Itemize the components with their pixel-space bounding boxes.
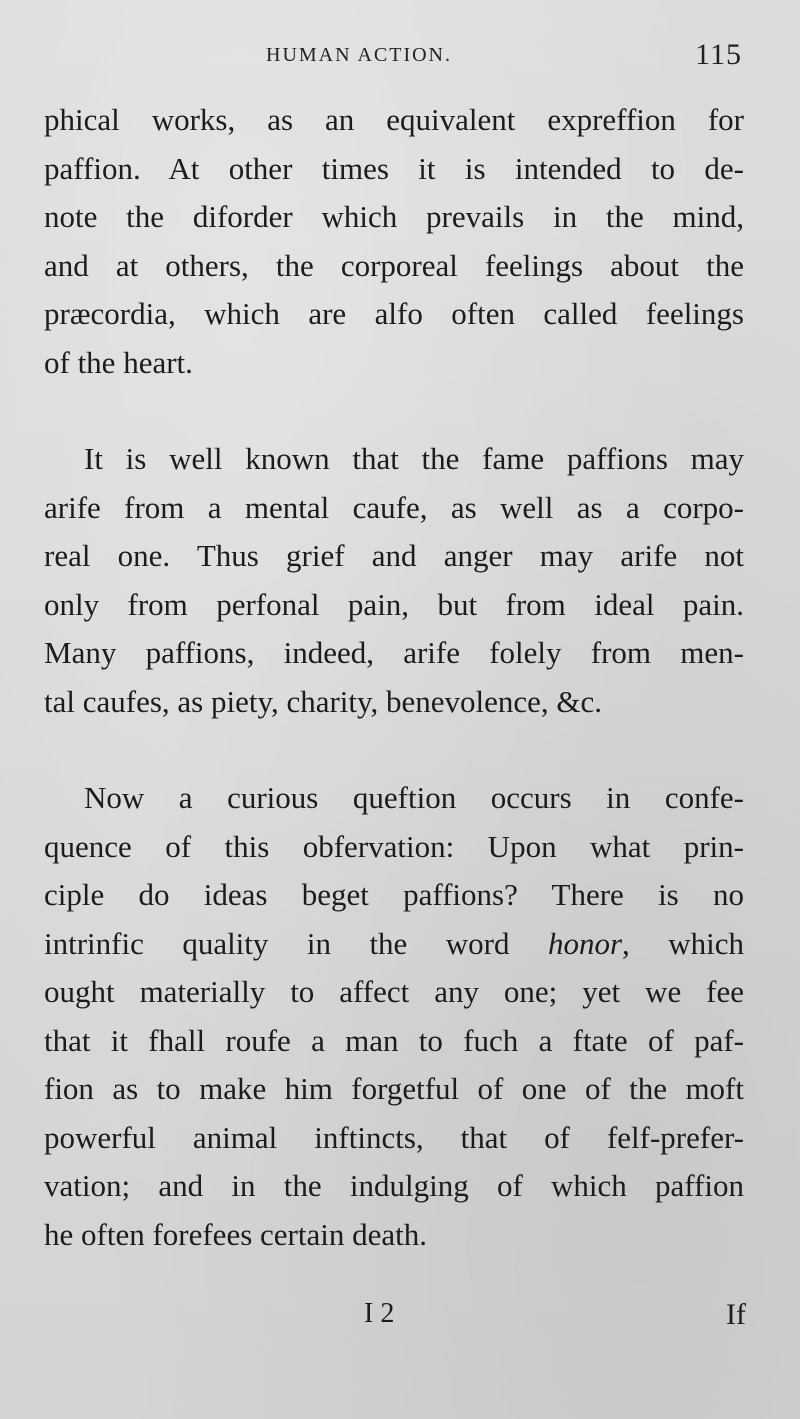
text-line: intrinfic quality in the word honor, which [44,925,744,961]
text-line: he often forefees certain death. [44,1216,427,1252]
text-line: and at others, the corporeal feelings about the [44,247,744,283]
text-line: of the heart. [44,344,193,380]
paragraph-gap [44,387,744,435]
paragraph-gap [44,726,744,774]
text-line: Many paffions, indeed, arife folely from men- [44,635,744,670]
page-footer [0,1298,800,1342]
catchword: If [726,1298,746,1331]
text-line: quence of this obfervation: Upon what prin- [44,828,744,864]
text-line: præcordia, which are alfo often called feelings [44,296,744,331]
page-number: 115 [695,38,742,71]
text-line: tal caufes, as piety, charity, benevolence, &c. [44,683,603,719]
running-head: HUMAN ACTION. [266,44,452,66]
text-line: only from perfonal pain, but from ideal pain. [44,586,744,622]
text-line: paffion. At other times it is intended to de- [44,150,744,186]
text-line: arife from a mental caufe, as well as a corpo- [44,489,744,525]
paragraph-3 [44,774,744,1259]
paragraph-2 [44,435,744,726]
text-line: phical works, as an equivalent expreffion for [44,102,744,137]
text-line: real one. Thus grief and anger may arife not [44,538,744,573]
text-line: ought materially to affect any one; yet we fee [44,974,744,1009]
text-line: vation; and in the indulging of which paffion [44,1168,744,1203]
page-header [0,38,800,78]
text-line: It is well known that the fame paffions may [84,441,744,476]
body-text [44,96,744,1259]
text-line: that it fhall roufe a man to fuch a ftate of paf- [44,1022,744,1058]
text-line: fion as to make him forgetful of one of the moft [44,1071,744,1106]
paragraph-1 [44,96,744,387]
text-line: Now a curious queftion occurs in confe- [84,780,744,815]
text-line: note the diforder which prevails in the mind, [44,199,744,234]
italic-word: honor [547,925,623,961]
text-line: powerful animal inftincts, that of felf-prefer- [44,1119,744,1155]
signature-mark: I 2 [364,1298,395,1329]
text-line: ciple do ideas beget paffions? There is no [44,877,744,912]
